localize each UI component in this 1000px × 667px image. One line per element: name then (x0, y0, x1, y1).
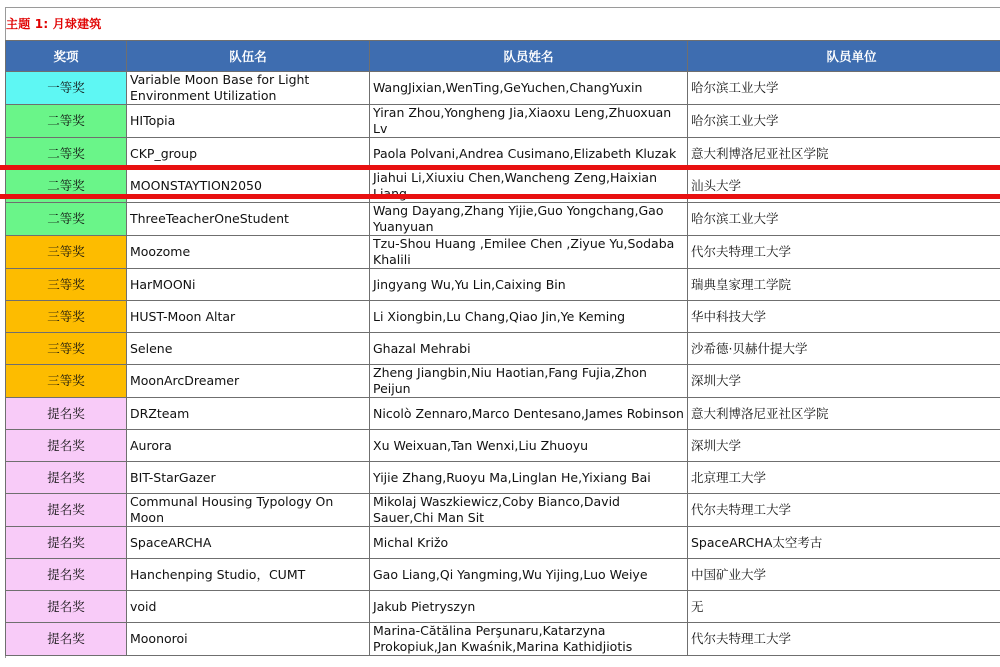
members-cell[interactable]: Jingyang Wu,Yu Lin,Caixing Bin (370, 269, 688, 301)
award-cell[interactable]: 一等奖 (6, 72, 127, 105)
org-cell[interactable]: 代尔夫特理工大学 (688, 236, 1000, 269)
table-row (6, 462, 1000, 494)
members-cell[interactable]: Mikolaj Waszkiewicz,Coby Bianco,David Sauer,Chi Man Sit (370, 494, 688, 527)
table-row (6, 203, 1000, 236)
org-cell[interactable]: 瑞典皇家理工学院 (688, 269, 1000, 301)
awards-table (5, 40, 1000, 656)
team-cell[interactable]: HarMOONi (127, 269, 370, 301)
award-cell[interactable]: 二等奖 (6, 170, 127, 203)
award-cell[interactable]: 提名奖 (6, 623, 127, 656)
team-cell[interactable]: Moozome (127, 236, 370, 269)
members-cell[interactable]: Yiran Zhou,Yongheng Jia,Xiaoxu Leng,Zhuoxuan Lv (370, 105, 688, 138)
org-cell[interactable]: 哈尔滨工业大学 (688, 203, 1000, 236)
team-cell[interactable]: BIT-StarGazer (127, 462, 370, 494)
award-cell[interactable]: 提名奖 (6, 527, 127, 559)
header-row (6, 41, 1000, 72)
award-cell[interactable]: 提名奖 (6, 559, 127, 591)
members-cell[interactable]: Wang Dayang,Zhang Yijie,Guo Yongchang,Gao Yuanyuan (370, 203, 688, 236)
award-cell[interactable]: 三等奖 (6, 236, 127, 269)
org-cell[interactable]: 沙希德·贝赫什提大学 (688, 333, 1000, 365)
award-cell[interactable]: 三等奖 (6, 301, 127, 333)
members-cell[interactable]: WangJixian,WenTing,GeYuchen,ChangYuxin (370, 72, 688, 105)
award-cell[interactable]: 二等奖 (6, 203, 127, 236)
members-cell[interactable]: Jiahui Li,Xiuxiu Chen,Wancheng Zeng,Haixian Liang (370, 170, 688, 203)
header-award[interactable]: 奖项 (6, 41, 127, 72)
table-row (6, 138, 1000, 170)
table-row (6, 72, 1000, 105)
org-cell[interactable]: SpaceARCHA太空考古 (688, 527, 1000, 559)
header-org[interactable]: 队员单位 (688, 41, 1000, 72)
award-cell[interactable]: 提名奖 (6, 430, 127, 462)
members-cell[interactable]: Xu Weixuan,Tan Wenxi,Liu Zhuoyu (370, 430, 688, 462)
table-body (6, 72, 1000, 656)
award-cell[interactable]: 二等奖 (6, 138, 127, 170)
award-cell[interactable]: 提名奖 (6, 494, 127, 527)
org-cell[interactable]: 无 (688, 591, 1000, 623)
award-cell[interactable]: 三等奖 (6, 333, 127, 365)
org-cell[interactable]: 哈尔滨工业大学 (688, 105, 1000, 138)
team-cell[interactable]: ThreeTeacherOneStudent (127, 203, 370, 236)
members-cell[interactable]: Jakub Pietryszyn (370, 591, 688, 623)
team-cell[interactable]: DRZteam (127, 398, 370, 430)
table-row (6, 333, 1000, 365)
table-row (6, 365, 1000, 398)
table-row (6, 170, 1000, 203)
table-row (6, 301, 1000, 333)
award-cell[interactable]: 提名奖 (6, 462, 127, 494)
award-cell[interactable]: 提名奖 (6, 398, 127, 430)
table-row (6, 494, 1000, 527)
award-cell[interactable]: 三等奖 (6, 365, 127, 398)
org-cell[interactable]: 哈尔滨工业大学 (688, 72, 1000, 105)
team-cell[interactable]: Selene (127, 333, 370, 365)
org-cell[interactable]: 中国矿业大学 (688, 559, 1000, 591)
team-cell[interactable]: HUST-Moon Altar (127, 301, 370, 333)
members-cell[interactable]: Tzu-Shou Huang ,Emilee Chen ,Ziyue Yu,Sodaba Khalili (370, 236, 688, 269)
team-cell[interactable]: MoonArcDreamer (127, 365, 370, 398)
org-cell[interactable]: 北京理工大学 (688, 462, 1000, 494)
table-row (6, 430, 1000, 462)
header-members[interactable]: 队员姓名 (370, 41, 688, 72)
team-cell[interactable]: Variable Moon Base for Light Environment Utilization (127, 72, 370, 105)
org-cell[interactable]: 深圳大学 (688, 430, 1000, 462)
team-cell[interactable]: Aurora (127, 430, 370, 462)
team-cell[interactable]: HITopia (127, 105, 370, 138)
table-row (6, 559, 1000, 591)
table-row (6, 236, 1000, 269)
sheet-title: 主题 1: 月球建筑 (6, 17, 102, 31)
team-cell[interactable]: MOONSTAYTION2050 (127, 170, 370, 203)
org-cell[interactable]: 深圳大学 (688, 365, 1000, 398)
members-cell[interactable]: Marina-Cătălina Perşunaru,Katarzyna Prokopiuk,Jan Kwaśnik,Marina Kathidjiotis (370, 623, 688, 656)
members-cell[interactable]: Ghazal Mehrabi (370, 333, 688, 365)
table-row (6, 269, 1000, 301)
org-cell[interactable]: 代尔夫特理工大学 (688, 494, 1000, 527)
award-cell[interactable]: 三等奖 (6, 269, 127, 301)
header-team[interactable]: 队伍名 (127, 41, 370, 72)
members-cell[interactable]: Michal Križo (370, 527, 688, 559)
team-cell[interactable]: CKP_group (127, 138, 370, 170)
org-cell[interactable]: 意大利博洛尼亚社区学院 (688, 398, 1000, 430)
team-cell[interactable]: Moonoroi (127, 623, 370, 656)
members-cell[interactable]: Paola Polvani,Andrea Cusimano,Elizabeth Kluzak (370, 138, 688, 170)
team-cell[interactable]: void (127, 591, 370, 623)
members-cell[interactable]: Li Xiongbin,Lu Chang,Qiao Jin,Ye Keming (370, 301, 688, 333)
org-cell[interactable]: 意大利博洛尼亚社区学院 (688, 138, 1000, 170)
table-row (6, 398, 1000, 430)
award-cell[interactable]: 提名奖 (6, 591, 127, 623)
org-cell[interactable]: 汕头大学 (688, 170, 1000, 203)
team-cell[interactable]: Communal Housing Typology On Moon (127, 494, 370, 527)
table-row (6, 527, 1000, 559)
members-cell[interactable]: Gao Liang,Qi Yangming,Wu Yijing,Luo Weiye (370, 559, 688, 591)
award-cell[interactable]: 二等奖 (6, 105, 127, 138)
org-cell[interactable]: 代尔夫特理工大学 (688, 623, 1000, 656)
members-cell[interactable]: Nicolò Zennaro,Marco Dentesano,James Robinson (370, 398, 688, 430)
table-row (6, 105, 1000, 138)
table-row (6, 591, 1000, 623)
org-cell[interactable]: 华中科技大学 (688, 301, 1000, 333)
team-cell[interactable]: Hanchenping Studio，CUMT (127, 559, 370, 591)
members-cell[interactable]: Yijie Zhang,Ruoyu Ma,Linglan He,Yixiang Bai (370, 462, 688, 494)
team-cell[interactable]: SpaceARCHA (127, 527, 370, 559)
table-row (6, 623, 1000, 656)
members-cell[interactable]: Zheng Jiangbin,Niu Haotian,Fang Fujia,Zhon Peijun (370, 365, 688, 398)
